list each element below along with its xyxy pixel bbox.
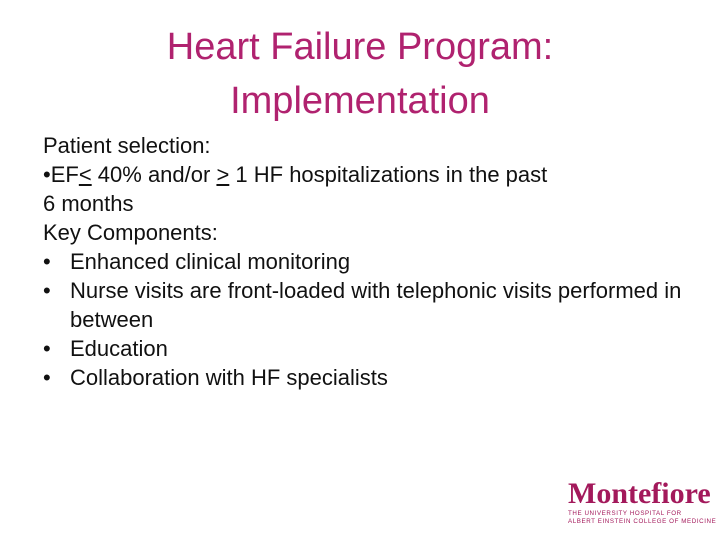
- slide-title-line-2: Implementation: [230, 80, 490, 122]
- list-item: [43, 276, 710, 334]
- ef-label: EF: [50, 162, 79, 187]
- list-item-text: Nurse visits are front-loaded with telephonic visits performed in between: [70, 278, 682, 332]
- list-item: [43, 363, 703, 392]
- bullet-glyph: •: [43, 249, 51, 274]
- selection-criteria-line-2: 6 months: [43, 191, 134, 216]
- bullet-glyph: •: [43, 365, 51, 390]
- slide-title-line-1: Heart Failure Program:: [166, 26, 554, 68]
- selection-criteria-line-1: [43, 160, 703, 189]
- bullet-glyph: •: [43, 336, 51, 361]
- list-item: [43, 334, 703, 363]
- patient-selection-heading: Patient selection:: [43, 133, 211, 158]
- bullet-glyph: •: [43, 278, 51, 303]
- hospitalizations-text: 1 HF hospitalizations in the past: [229, 162, 548, 187]
- list-item-text: Collaboration with HF specialists: [70, 365, 388, 390]
- ef-threshold-text: 40% and/or: [91, 162, 217, 187]
- list-item-text: Enhanced clinical monitoring: [70, 249, 351, 274]
- list-item-text: Education: [70, 336, 168, 361]
- slide-body: [43, 131, 703, 392]
- list-item: [43, 247, 703, 276]
- montefiore-logo: [568, 477, 717, 526]
- greater-than-or-equal-symbol: >: [216, 162, 230, 187]
- criteria-bullet: •: [43, 162, 51, 187]
- logo-wordmark: Montefiore: [568, 477, 711, 510]
- key-components-heading: Key Components:: [43, 220, 218, 245]
- logo-tagline-line-1: THE UNIVERSITY HOSPITAL FOR: [568, 510, 682, 517]
- less-than-or-equal-symbol: <: [78, 162, 92, 187]
- logo-tagline-line-2: ALBERT EINSTEIN COLLEGE OF MEDICINE: [568, 518, 717, 525]
- slide-title: [60, 20, 660, 128]
